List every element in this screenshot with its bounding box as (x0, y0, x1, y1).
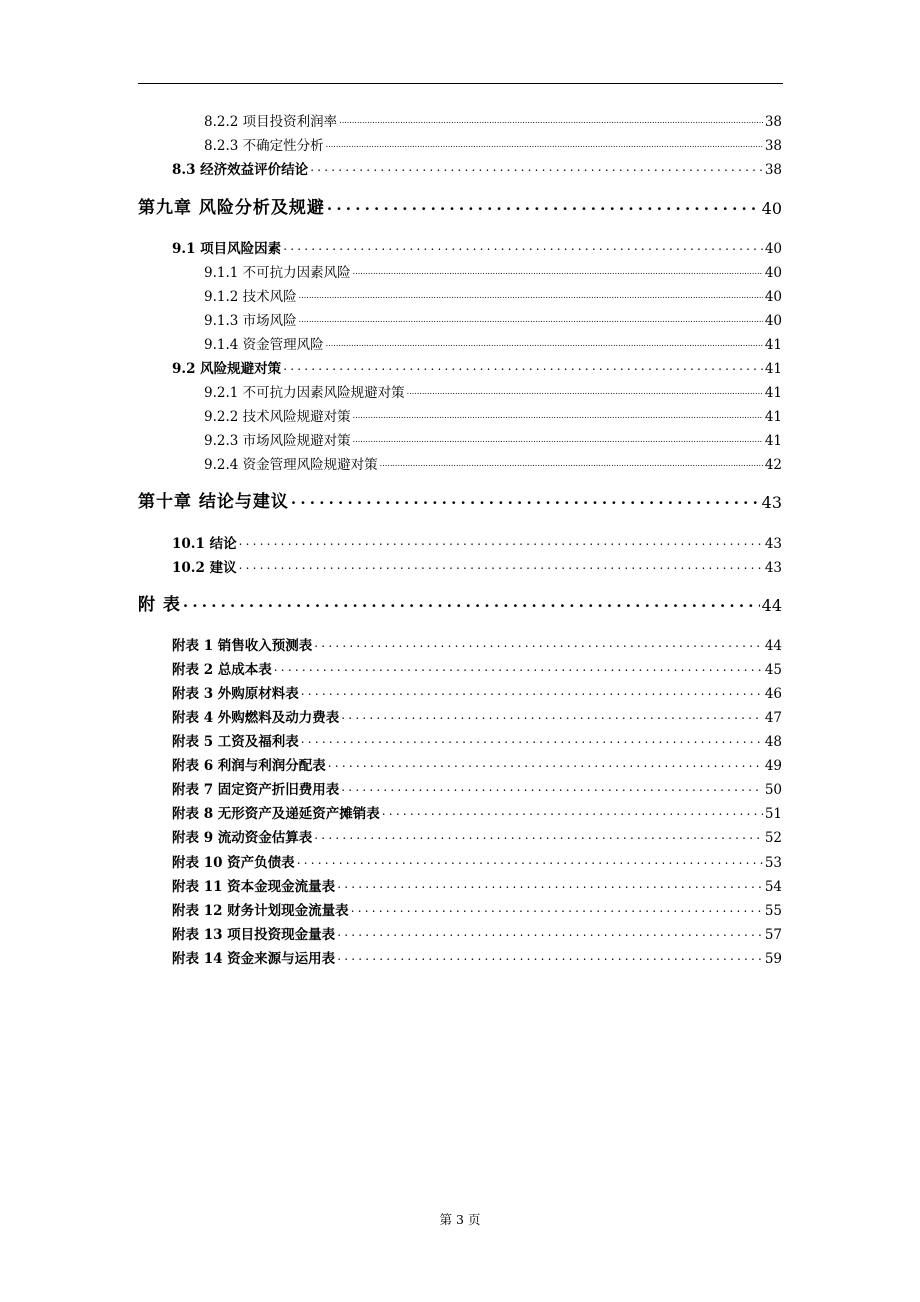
toc-entry-page: 50 (764, 782, 782, 798)
toc-entry[interactable] (204, 267, 782, 281)
toc-leader-dots (274, 661, 763, 675)
toc-entry-page: 55 (764, 903, 782, 919)
toc-leader-dots (314, 829, 763, 843)
toc-entry-page: 40 (764, 241, 782, 257)
toc-entry-page: 45 (764, 662, 782, 678)
toc-leader-dots (239, 535, 763, 549)
toc-chapter-entry[interactable] (138, 494, 782, 511)
toc-entry-title: 9.2 风险规避对策 (172, 361, 282, 377)
toc-entry-page: 42 (764, 457, 782, 473)
toc-entry-page: 41 (764, 409, 782, 425)
toc-leader-dots (353, 264, 763, 278)
toc-entry-title: 9.2.1 不可抗力因素风险规避对策 (204, 385, 405, 401)
toc-leader-dots (327, 197, 760, 214)
toc-entry-page: 41 (764, 337, 782, 353)
toc-entry[interactable] (172, 363, 782, 377)
toc-appendix-entry[interactable] (172, 640, 782, 654)
toc-entry-title: 附表 3 外购原材料表 (172, 686, 299, 702)
toc-leader-dots (297, 854, 763, 868)
toc-entry[interactable] (172, 243, 782, 257)
page-number-footer: 第 3 页 (439, 1212, 481, 1227)
toc-entry-title: 附表 12 财务计划现金流量表 (172, 903, 349, 919)
toc-leader-dots (382, 805, 763, 819)
toc-entry-page: 53 (764, 855, 782, 871)
toc-leader-dots (351, 902, 763, 916)
toc-chapter-entry[interactable] (138, 200, 782, 217)
toc-leader-dots (299, 312, 763, 326)
toc-entry-title: 9.1.4 资金管理风险 (204, 337, 324, 353)
toc-appendix-entry[interactable] (172, 784, 782, 798)
toc-appendix-entry[interactable] (172, 808, 782, 822)
toc-leader-dots (183, 594, 760, 611)
toc-entry-page: 49 (764, 758, 782, 774)
toc-chapter-page: 43 (761, 493, 782, 512)
toc-entry-title: 8.3 经济效益评价结论 (172, 162, 309, 178)
toc-chapter-page: 40 (761, 199, 782, 218)
toc-leader-dots (239, 559, 763, 573)
toc-leader-dots (407, 384, 763, 398)
toc-appendix-entry[interactable] (172, 832, 782, 846)
toc-entry-page: 46 (764, 686, 782, 702)
toc-chapter-title: 第十章 结论与建议 (138, 492, 289, 512)
toc-leader-dots (341, 781, 763, 795)
toc-entry-page: 40 (764, 313, 782, 329)
toc-entry-title: 附表 10 资产负债表 (172, 855, 295, 871)
toc-entry-page: 51 (764, 806, 782, 822)
toc-leader-dots (337, 950, 763, 964)
toc-entry-title: 9.1.3 市场风险 (204, 313, 297, 329)
toc-entry-title: 9.2.2 技术风险规避对策 (204, 409, 351, 425)
toc-leader-dots (337, 878, 763, 892)
toc-leader-dots (337, 926, 763, 940)
toc-entry[interactable] (204, 339, 782, 353)
toc-entry[interactable] (204, 387, 782, 401)
toc-entry-page: 38 (764, 138, 782, 154)
toc-appendix-entry[interactable] (172, 929, 782, 943)
toc-leader-dots (353, 408, 763, 422)
toc-entry-page: 44 (764, 638, 782, 654)
toc-entry[interactable] (204, 315, 782, 329)
toc-entry-title: 附表 2 总成本表 (172, 662, 272, 678)
toc-entry-title: 附表 13 项目投资现金量表 (172, 927, 336, 943)
toc-entry-title: 附表 1 销售收入预测表 (172, 638, 313, 654)
toc-appendix-entry[interactable] (172, 881, 782, 895)
toc-entry-page: 43 (764, 560, 782, 576)
toc-entry-title: 9.1.1 不可抗力因素风险 (204, 265, 351, 281)
toc-entry-page: 52 (764, 830, 782, 846)
toc-leader-dots (328, 757, 763, 771)
toc-leader-dots (380, 456, 763, 470)
toc-entry-page: 41 (764, 361, 782, 377)
toc-entry[interactable] (204, 291, 782, 305)
toc-entry-page: 40 (764, 289, 782, 305)
toc-entry-page: 59 (764, 951, 782, 967)
toc-appendix-entry[interactable] (172, 688, 782, 702)
toc-entry-title: 9.1 项目风险因素 (172, 241, 282, 257)
toc-appendix-entry[interactable] (172, 760, 782, 774)
toc-leader-dots (310, 161, 763, 175)
toc-appendix-entry[interactable] (172, 905, 782, 919)
toc-entry[interactable] (172, 538, 782, 552)
toc-leader-dots (299, 288, 763, 302)
toc-entry[interactable] (172, 562, 782, 576)
toc-leader-dots (326, 336, 763, 350)
toc-leader-dots (291, 491, 760, 508)
toc-leader-dots (301, 685, 763, 699)
toc-entry[interactable] (204, 116, 782, 130)
toc-entry-title: 9.2.3 市场风险规避对策 (204, 433, 351, 449)
toc-entry-title: 附表 14 资金来源与运用表 (172, 951, 336, 967)
toc-leader-dots (314, 637, 763, 651)
toc-entry-page: 38 (764, 162, 782, 178)
toc-entry-page: 57 (764, 927, 782, 943)
toc-leader-dots (341, 709, 763, 723)
toc-chapter-entry[interactable] (138, 597, 782, 614)
toc-leader-dots (283, 360, 763, 374)
toc-leader-dots (339, 113, 763, 127)
toc-entry-title: 8.2.2 项目投资利润率 (204, 114, 338, 130)
toc-leader-dots (353, 432, 763, 446)
toc-entry[interactable] (204, 459, 782, 473)
toc-appendix-entry[interactable] (172, 712, 782, 726)
toc-entry-title: 附表 4 外购燃料及动力费表 (172, 710, 340, 726)
toc-chapter-page: 44 (761, 596, 782, 615)
toc-entry-title: 附表 8 无形资产及递延资产摊销表 (172, 806, 380, 822)
toc-appendix-entry[interactable] (172, 736, 782, 750)
toc-entry-title: 9.1.2 技术风险 (204, 289, 297, 305)
toc-entry-title: 10.1 结论 (172, 536, 237, 552)
toc-entry-page: 41 (764, 385, 782, 401)
toc-entry[interactable] (204, 411, 782, 425)
toc-appendix-entry[interactable] (172, 953, 782, 967)
toc-entry-title: 附表 6 利润与利润分配表 (172, 758, 326, 774)
toc-entry[interactable] (204, 140, 782, 154)
toc-entry-title: 附表 5 工资及福利表 (172, 734, 299, 750)
toc-entry-page: 38 (764, 114, 782, 130)
toc-appendix-entry[interactable] (172, 857, 782, 871)
toc-appendix-entry[interactable] (172, 664, 782, 678)
toc-entry-title: 9.2.4 资金管理风险规避对策 (204, 457, 378, 473)
toc-leader-dots (283, 240, 763, 254)
toc-chapter-title: 第九章 风险分析及规避 (138, 198, 325, 218)
toc-entry-page: 40 (764, 265, 782, 281)
toc-entry-page: 54 (764, 879, 782, 895)
toc-entry-title: 8.2.3 不确定性分析 (204, 138, 324, 154)
toc-entry-page: 41 (764, 433, 782, 449)
toc-entry-page: 43 (764, 536, 782, 552)
toc-entry-page: 48 (764, 734, 782, 750)
toc-entry[interactable] (172, 164, 782, 178)
toc-entry-title: 附表 11 资本金现金流量表 (172, 879, 336, 895)
toc-entry[interactable] (204, 435, 782, 449)
toc-entry-page: 47 (764, 710, 782, 726)
toc-leader-dots (326, 137, 763, 151)
toc-entry-title: 10.2 建议 (172, 560, 237, 576)
toc-leader-dots (301, 733, 763, 747)
toc-chapter-title: 附 表 (138, 595, 181, 615)
toc-entry-title: 附表 7 固定资产折旧费用表 (172, 782, 340, 798)
toc-entry-title: 附表 9 流动资金估算表 (172, 830, 313, 846)
